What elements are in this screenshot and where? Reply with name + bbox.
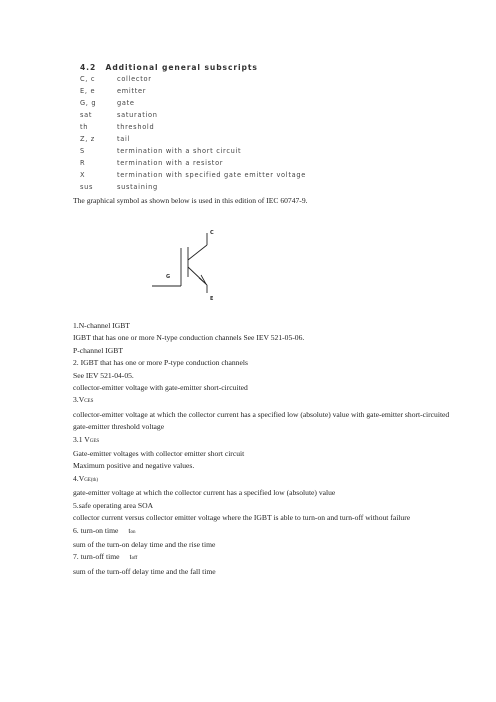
subscript-symbol: C, c [80,75,96,83]
emitter-label: E [210,296,214,302]
toff-desc: sum of the turn-off delay time and the fall time [73,566,216,576]
vces-desc: collector-emitter voltage at which the collector current has a specified low (absolute) value with gate-emitter short-circuited [73,409,450,419]
toff-subscript: off [131,556,138,562]
igbt-symbol [150,227,230,309]
vces-num: 3.V [73,395,85,405]
subscript-row [80,171,306,182]
vges-subscript: GES [89,438,100,444]
subscript-meaning: gate [117,99,135,107]
collector-diagonal [188,245,207,260]
ton-symbol: t [128,525,131,535]
subscript-row [80,75,152,86]
vges-num: 3.1 V [73,434,90,444]
vges-term: gate-emitter threshold voltage [73,422,165,432]
p-channel-ref: See IEV 521-04-05. [73,370,134,380]
subscript-row [80,147,241,158]
vges-desc-2: Maximum positive and negative values. [73,461,195,471]
subscript-meaning: termination with specified gate emitter voltage [117,171,306,179]
subscript-symbol: sus [80,183,94,191]
subscript-row [80,135,130,146]
subscript-meaning: tail [117,135,131,143]
emitter-arrow-icon [199,275,206,284]
subscript-row [80,159,223,170]
subscript-meaning: collector [117,75,152,83]
ton-desc: sum of the turn-on delay time and the rise time [73,539,216,549]
vces-term: collector-emitter voltage with gate-emitter short-circuited [73,383,248,393]
p-channel-title: P-channel IGBT [73,345,123,355]
subscript-symbol: th [80,123,89,131]
toff-symbol: t [129,552,132,562]
vges-desc: Gate-emitter voltages with collector emitter short circuit [73,449,245,459]
ton-title [73,525,472,539]
section-number: 4.2 [80,63,97,72]
subscript-row [80,111,158,122]
n-channel-desc: IGBT that has one or more N-type conduction channels See IEV 521-05-06. [73,333,305,343]
subscript-meaning: threshold [117,123,155,131]
subscript-row [80,87,146,98]
n-channel-title: 1.N-channel IGBT [73,321,130,330]
collector-label: C [210,230,214,236]
subscript-symbol: X [80,171,86,179]
definitions [73,320,472,578]
vces-symbol [73,394,472,408]
subscript-symbol: S [80,147,85,155]
subscript-symbol: Z, z [80,135,95,143]
vgeth-symbol [73,473,472,487]
soa-desc: collector current versus collector emitter voltage where the IGBT is able to turn-on and turn-off without failure [73,513,411,523]
toff-title [73,551,472,565]
vgeth-desc: gate-emitter voltage at which the collector current has a specified low (absolute) value [73,488,336,498]
gate-label: G [166,274,171,280]
subscript-row [80,99,135,110]
p-channel-desc: 2. IGBT that has one or more P-type conduction channels [73,358,248,368]
toff-label: 7. turn-off time [73,552,120,562]
vgeth-num: 4.V [73,473,85,483]
subscript-meaning: saturation [117,111,158,119]
subscript-symbol: sat [80,111,93,119]
section-heading [80,63,258,72]
vgeth-subscript: GE(th) [84,477,99,483]
soa-title: 5.safe operating area SOA [73,500,154,510]
symbol-intro: The graphical symbol as shown below is used in this edition of IEC 60747-9. [73,196,308,205]
ton-label: 6. turn-on time [73,525,119,535]
vces-subscript: CES [84,399,94,405]
vges-symbol [73,434,472,448]
subscript-row [80,183,158,194]
ton-subscript: on [130,529,136,535]
subscript-meaning: termination with a short circuit [117,147,242,155]
subscript-symbol: E, e [80,87,96,95]
section-title: Additional general subscripts [105,63,258,72]
subscript-symbol: R [80,159,86,167]
subscript-meaning: sustaining [117,183,158,191]
subscript-symbol: G, g [80,99,97,107]
subscript-meaning: emitter [117,87,147,95]
subscript-row [80,123,154,134]
subscript-meaning: termination with a resistor [117,159,224,167]
